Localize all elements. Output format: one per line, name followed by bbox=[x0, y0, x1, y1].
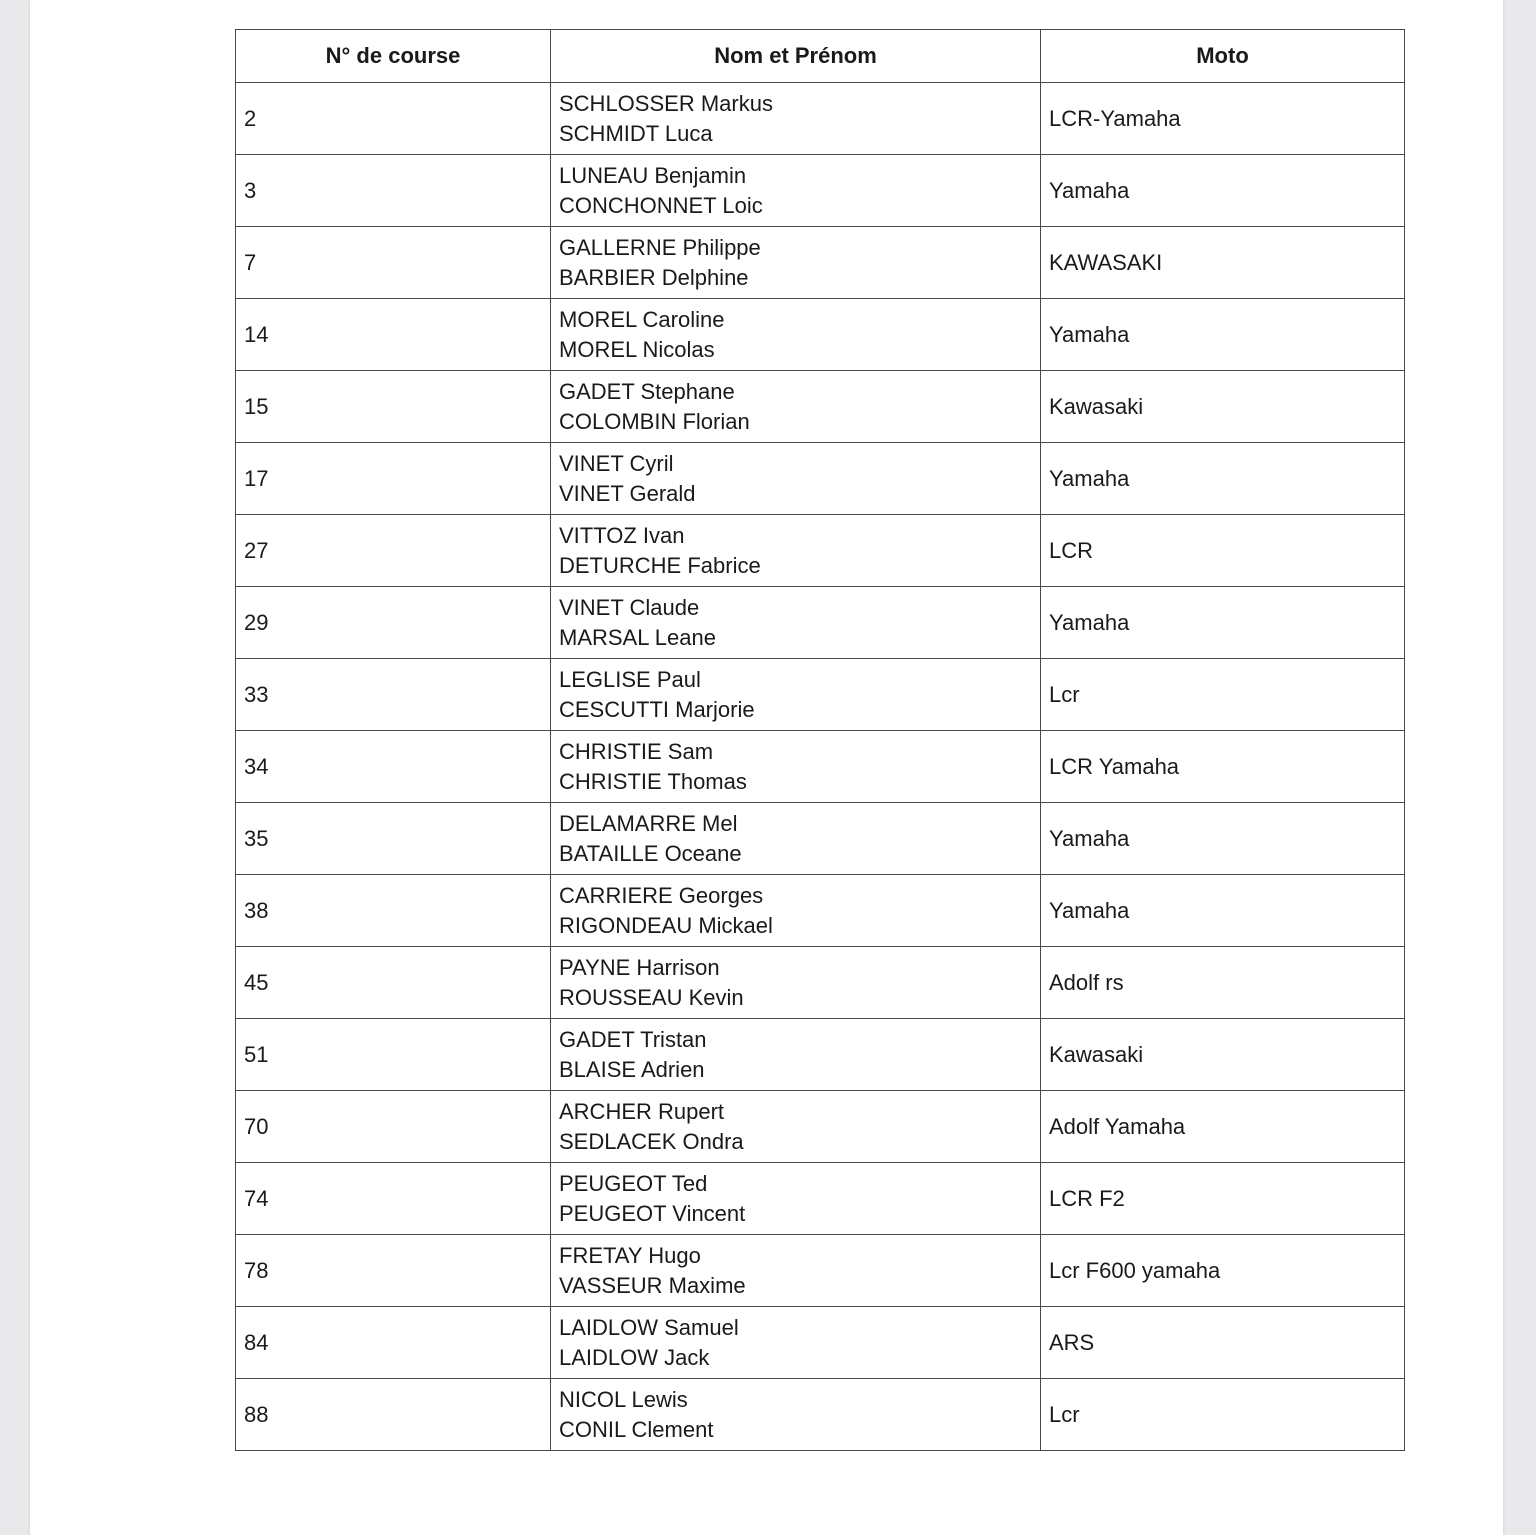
name-cell bbox=[551, 1163, 1041, 1235]
table-row bbox=[236, 659, 1405, 731]
race-number-cell: 70 bbox=[236, 1091, 551, 1163]
name-cell bbox=[551, 371, 1041, 443]
rider-2-name: DETURCHE Fabrice bbox=[559, 552, 761, 578]
rider-1-name: CARRIERE Georges bbox=[559, 882, 764, 908]
rider-2-name: SEDLACEK Ondra bbox=[559, 1128, 744, 1154]
race-number-cell: 35 bbox=[236, 803, 551, 875]
rider-1-name: NICOL Lewis bbox=[559, 1386, 688, 1412]
moto-cell: LCR-Yamaha bbox=[1041, 83, 1405, 155]
rider-2-name: COLOMBIN Florian bbox=[559, 408, 750, 434]
rider-1-name: PAYNE Harrison bbox=[559, 954, 720, 980]
moto-cell: LCR Yamaha bbox=[1041, 731, 1405, 803]
race-number-cell: 34 bbox=[236, 731, 551, 803]
header-race-number: N° de course bbox=[236, 30, 551, 83]
rider-2-name: BLAISE Adrien bbox=[559, 1056, 705, 1082]
table-row bbox=[236, 1091, 1405, 1163]
race-number-cell: 15 bbox=[236, 371, 551, 443]
moto-cell: KAWASAKI bbox=[1041, 227, 1405, 299]
table-row bbox=[236, 1019, 1405, 1091]
rider-1-name: GALLERNE Philippe bbox=[559, 234, 761, 260]
rider-1-name: LEGLISE Paul bbox=[559, 666, 701, 692]
name-cell bbox=[551, 659, 1041, 731]
race-number-cell: 27 bbox=[236, 515, 551, 587]
header-moto: Moto bbox=[1041, 30, 1405, 83]
race-number-cell: 14 bbox=[236, 299, 551, 371]
name-cell bbox=[551, 1379, 1041, 1451]
table-row bbox=[236, 875, 1405, 947]
table-row bbox=[236, 227, 1405, 299]
table-header-row bbox=[236, 30, 1405, 83]
table-row bbox=[236, 587, 1405, 659]
table-row bbox=[236, 371, 1405, 443]
name-cell bbox=[551, 1091, 1041, 1163]
rider-2-name: MARSAL Leane bbox=[559, 624, 716, 650]
name-cell bbox=[551, 155, 1041, 227]
moto-cell: Lcr bbox=[1041, 1379, 1405, 1451]
table-row bbox=[236, 1379, 1405, 1451]
rider-2-name: SCHMIDT Luca bbox=[559, 120, 713, 146]
name-cell bbox=[551, 1019, 1041, 1091]
document-page bbox=[30, 0, 1503, 1535]
race-number-cell: 29 bbox=[236, 587, 551, 659]
race-number-cell: 38 bbox=[236, 875, 551, 947]
race-number-cell: 17 bbox=[236, 443, 551, 515]
race-number-cell: 78 bbox=[236, 1235, 551, 1307]
moto-cell: LCR bbox=[1041, 515, 1405, 587]
header-name: Nom et Prénom bbox=[551, 30, 1041, 83]
rider-1-name: DELAMARRE Mel bbox=[559, 810, 738, 836]
rider-2-name: CESCUTTI Marjorie bbox=[559, 696, 755, 722]
rider-2-name: RIGONDEAU Mickael bbox=[559, 912, 773, 938]
moto-cell: Adolf rs bbox=[1041, 947, 1405, 1019]
name-cell bbox=[551, 587, 1041, 659]
moto-cell: Yamaha bbox=[1041, 587, 1405, 659]
rider-2-name: BARBIER Delphine bbox=[559, 264, 749, 290]
moto-cell: Yamaha bbox=[1041, 443, 1405, 515]
entries-table bbox=[235, 29, 1405, 1451]
moto-cell: Lcr F600 yamaha bbox=[1041, 1235, 1405, 1307]
rider-2-name: PEUGEOT Vincent bbox=[559, 1200, 746, 1226]
name-cell bbox=[551, 1235, 1041, 1307]
name-cell bbox=[551, 947, 1041, 1019]
rider-1-name: LUNEAU Benjamin bbox=[559, 162, 747, 188]
moto-cell: Lcr bbox=[1041, 659, 1405, 731]
rider-1-name: FRETAY Hugo bbox=[559, 1242, 701, 1268]
rider-1-name: VINET Claude bbox=[559, 594, 700, 620]
rider-1-name: PEUGEOT Ted bbox=[559, 1170, 708, 1196]
rider-1-name: MOREL Caroline bbox=[559, 306, 725, 332]
race-number-cell: 33 bbox=[236, 659, 551, 731]
name-cell bbox=[551, 443, 1041, 515]
rider-2-name: CHRISTIE Thomas bbox=[559, 768, 747, 794]
rider-1-name: VITTOZ Ivan bbox=[559, 522, 685, 548]
moto-cell: Yamaha bbox=[1041, 155, 1405, 227]
moto-cell: LCR F2 bbox=[1041, 1163, 1405, 1235]
moto-cell: ARS bbox=[1041, 1307, 1405, 1379]
race-number-cell: 3 bbox=[236, 155, 551, 227]
rider-2-name: CONIL Clement bbox=[559, 1416, 714, 1442]
table-row bbox=[236, 947, 1405, 1019]
name-cell bbox=[551, 83, 1041, 155]
rider-2-name: CONCHONNET Loic bbox=[559, 192, 763, 218]
moto-cell: Adolf Yamaha bbox=[1041, 1091, 1405, 1163]
rider-1-name: ARCHER Rupert bbox=[559, 1098, 725, 1124]
name-cell bbox=[551, 227, 1041, 299]
rider-2-name: MOREL Nicolas bbox=[559, 336, 715, 362]
race-number-cell: 88 bbox=[236, 1379, 551, 1451]
table-row bbox=[236, 1163, 1405, 1235]
race-number-cell: 2 bbox=[236, 83, 551, 155]
rider-2-name: VASSEUR Maxime bbox=[559, 1272, 746, 1298]
rider-1-name: VINET Cyril bbox=[559, 450, 674, 476]
rider-1-name: SCHLOSSER Markus bbox=[559, 90, 773, 116]
table-row bbox=[236, 731, 1405, 803]
race-number-cell: 7 bbox=[236, 227, 551, 299]
table-row bbox=[236, 803, 1405, 875]
name-cell bbox=[551, 875, 1041, 947]
table-row bbox=[236, 443, 1405, 515]
name-cell bbox=[551, 299, 1041, 371]
race-number-cell: 84 bbox=[236, 1307, 551, 1379]
race-number-cell: 45 bbox=[236, 947, 551, 1019]
name-cell bbox=[551, 731, 1041, 803]
moto-cell: Yamaha bbox=[1041, 299, 1405, 371]
table-row bbox=[236, 1307, 1405, 1379]
name-cell bbox=[551, 803, 1041, 875]
name-cell bbox=[551, 1307, 1041, 1379]
moto-cell: Yamaha bbox=[1041, 803, 1405, 875]
rider-1-name: GADET Stephane bbox=[559, 378, 735, 404]
rider-1-name: CHRISTIE Sam bbox=[559, 738, 714, 764]
rider-1-name: LAIDLOW Samuel bbox=[559, 1314, 739, 1340]
table-row bbox=[236, 299, 1405, 371]
moto-cell: Kawasaki bbox=[1041, 371, 1405, 443]
table-row bbox=[236, 1235, 1405, 1307]
rider-2-name: LAIDLOW Jack bbox=[559, 1344, 710, 1370]
rider-1-name: GADET Tristan bbox=[559, 1026, 707, 1052]
moto-cell: Yamaha bbox=[1041, 875, 1405, 947]
rider-2-name: VINET Gerald bbox=[559, 480, 696, 506]
table-row bbox=[236, 155, 1405, 227]
name-cell bbox=[551, 515, 1041, 587]
race-number-cell: 51 bbox=[236, 1019, 551, 1091]
rider-2-name: ROUSSEAU Kevin bbox=[559, 984, 744, 1010]
rider-2-name: BATAILLE Oceane bbox=[559, 840, 742, 866]
table-row bbox=[236, 515, 1405, 587]
moto-cell: Kawasaki bbox=[1041, 1019, 1405, 1091]
race-number-cell: 74 bbox=[236, 1163, 551, 1235]
table-row bbox=[236, 83, 1405, 155]
